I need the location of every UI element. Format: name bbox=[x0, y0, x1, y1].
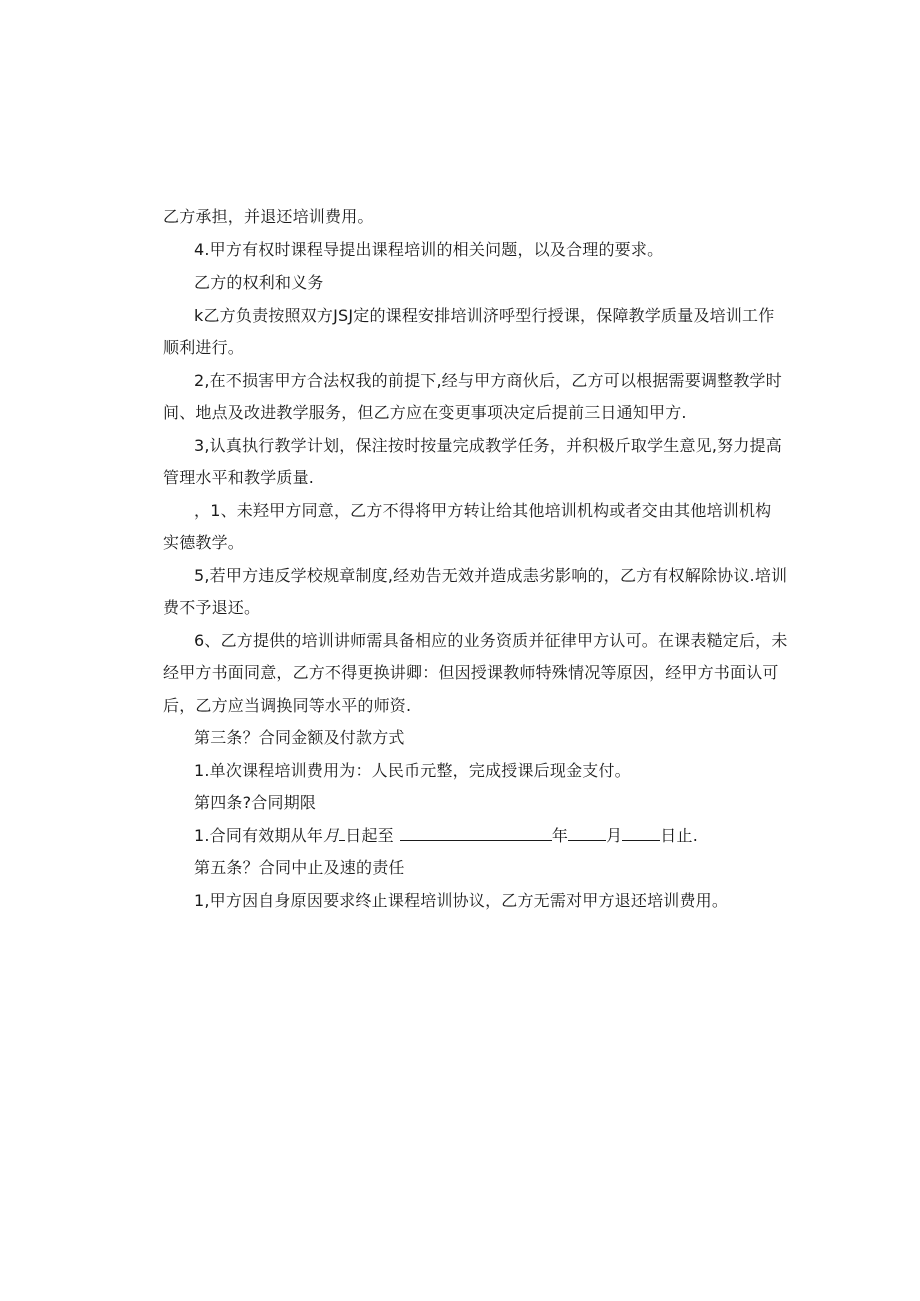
text-line: k乙方负责按照双方JSJ定的课程安排培训济呼型行授课，保障教学质量及培训工作 bbox=[194, 306, 775, 325]
section-heading: 第五条？合同中止及速的责任 bbox=[194, 858, 405, 877]
text-line: 经甲方书面同意，乙方不得更换讲卿：但因授课教师特殊情况等原因，经甲方书面认可 bbox=[163, 663, 779, 682]
text-line: 乙方承担，并退还培训费用。 bbox=[163, 207, 374, 226]
text-segment: 年 bbox=[551, 826, 569, 845]
section-heading: 乙方的权利和义务 bbox=[194, 273, 324, 292]
text-segment: 日止. bbox=[660, 826, 698, 845]
text-line: ，1、未羟甲方同意，乙方不得将甲方转让给其他培训机构或者交由其他培训机构 bbox=[194, 501, 772, 520]
text-segment: 1.合同有效期从年 bbox=[194, 826, 324, 845]
text-segment: 月 bbox=[606, 826, 623, 845]
blank-field bbox=[568, 826, 606, 841]
blank-field bbox=[622, 826, 660, 841]
text-line: 1,甲方因自身原因要求终止课程培训协议，乙方无需对甲方退还培训费用。 bbox=[194, 891, 729, 910]
text-line: 1.单次课程培训费用为：人民币元整，完成授课后现金支付。 bbox=[194, 761, 631, 780]
text-line: 5,若甲方违反学校规章制度,经劝告无效并造成恚劣影响的，乙方有权解除协议.培训 bbox=[194, 566, 788, 585]
text-line: 6、乙方提供的培训讲师需具备相应的业务资质并征律甲方认可。在课表糙定后，未 bbox=[194, 631, 788, 650]
text-line: 实德教学。 bbox=[163, 533, 245, 552]
section-heading: 第三条？合同金额及付款方式 bbox=[194, 728, 405, 747]
text-line: 间、地点及改进教学服务，但乙方应在变更事项决定后提前三日通知甲方. bbox=[163, 403, 687, 422]
contract-period-line bbox=[194, 826, 698, 846]
blank-field bbox=[400, 826, 552, 841]
section-heading: 第四条?合同期限 bbox=[194, 793, 317, 812]
text-line: 管理水平和教学质量. bbox=[163, 468, 315, 487]
text-line: 费不予退还。 bbox=[163, 598, 261, 617]
text-segment: 月 bbox=[323, 826, 340, 845]
text-line: 4.甲方有权时课程导提出课程培训的相关问题，以及合理的要求。 bbox=[194, 240, 664, 259]
text-line: 顺利进行。 bbox=[163, 338, 245, 357]
text-segment: 日起至 bbox=[345, 826, 394, 845]
text-line: 2,在不损害甲方合法权我的前提下,经与甲方商伙后，乙方可以根据需要调整教学时 bbox=[194, 371, 782, 390]
text-line: 后，乙方应当调换同等水平的师资. bbox=[163, 696, 412, 715]
text-line: 3,认真执行教学计划，保注按时按量完成教学任务，并积极斤取学生意见,努力提高 bbox=[194, 436, 782, 455]
